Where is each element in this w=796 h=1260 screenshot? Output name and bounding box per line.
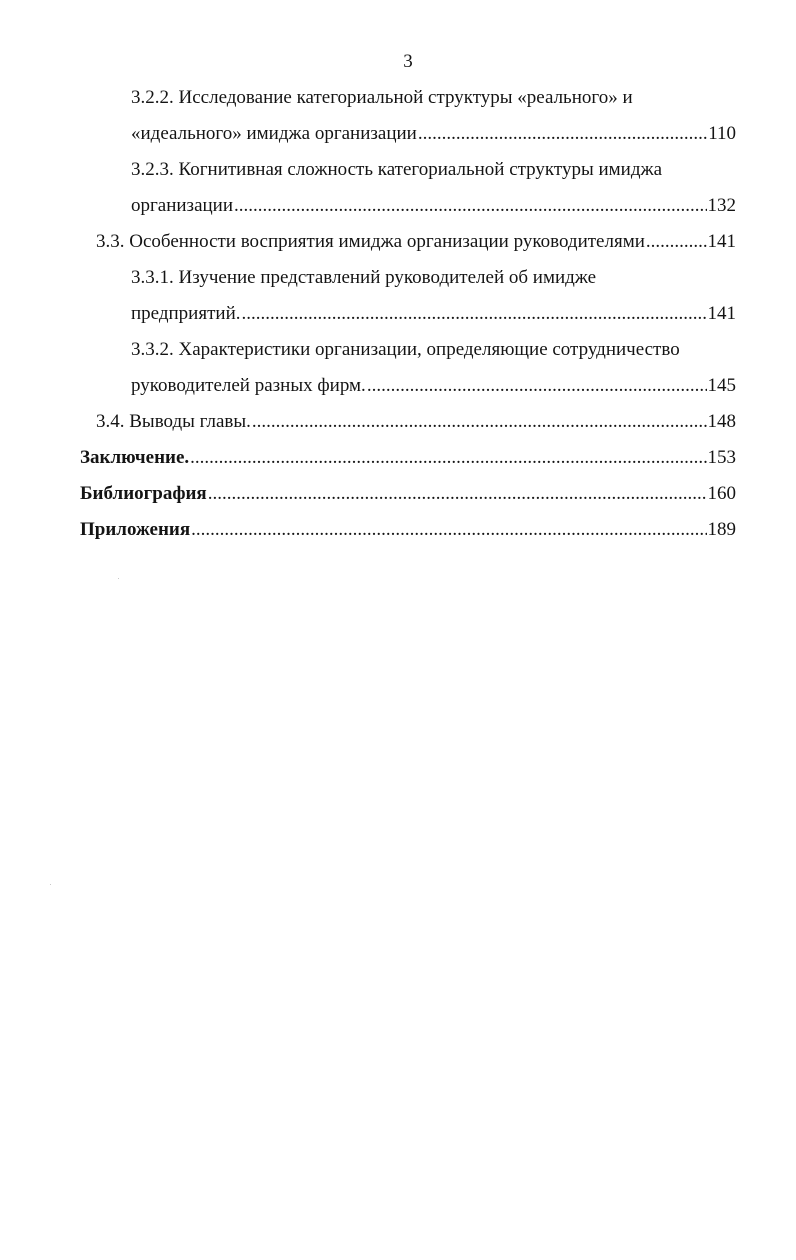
toc-entry-title: 3.3.2. Характеристики организации, определяющие сотрудничество [131,339,680,360]
toc-entry-3-2-2-line1 [131,80,736,116]
toc-leader-dots [190,440,706,476]
toc-entry-title: предприятий. [131,303,241,324]
toc-page-number: 145 [707,375,736,396]
scan-speck [50,884,51,885]
toc-entry-title: руководителей разных фирм. [131,375,366,396]
toc-entry-3-3-1 [131,296,736,332]
toc-leader-dots [252,404,707,440]
toc-page-number: 141 [707,303,736,324]
toc-page-number: 189 [707,519,736,540]
toc-entry-3-2-3-line1 [131,152,736,188]
toc-entry-title: Заключение. [80,447,190,468]
toc-entry-conclusion [80,440,736,476]
toc-entry-title: Библиография [80,483,207,504]
toc-entry-bibliography [80,476,736,512]
toc-entry-3-3-2 [131,368,736,404]
scan-speck [118,578,119,579]
toc-page-number: 160 [707,483,736,504]
toc-page-number: 141 [707,231,736,252]
toc-entry-title: 3.2.2. Исследование категориальной структуры «реального» и [131,87,633,108]
toc-entry-title: 3.3.1. Изучение представлений руководителей об имидже [131,267,597,288]
toc-entry-title: «идеального» имиджа организации [131,123,417,144]
toc-entry-title: 3.3. Особенности восприятия имиджа организации руководителями [96,231,645,252]
toc-leader-dots [191,512,706,548]
toc-page-number: 110 [708,123,736,144]
toc-leader-dots [418,116,707,152]
toc-entry-3-3 [96,224,736,260]
toc-entry-3-2-2 [131,116,736,152]
toc-leader-dots [367,368,707,404]
toc-entry-3-3-2-line1 [131,332,736,368]
toc-leader-dots [208,476,707,512]
toc-leader-dots [646,224,707,260]
table-of-contents [0,80,796,560]
toc-leader-dots [241,296,706,332]
toc-entry-title: 3.4. Выводы главы. [96,411,251,432]
toc-page-number: 148 [707,411,736,432]
toc-leader-dots [234,188,706,224]
toc-entry-title: 3.2.3. Когнитивная сложность категориальной структуры имиджа [131,159,663,180]
toc-entry-3-4 [96,404,736,440]
page-number: 3 [403,51,413,72]
toc-entry-title: Приложения [80,519,191,540]
toc-entry-3-2-3 [131,188,736,224]
toc-entry-3-3-1-line1 [131,260,736,296]
toc-page-number: 153 [707,447,736,468]
toc-page-number: 132 [707,195,736,216]
toc-entry-appendices [80,512,736,548]
toc-entry-title: организации [131,195,234,216]
